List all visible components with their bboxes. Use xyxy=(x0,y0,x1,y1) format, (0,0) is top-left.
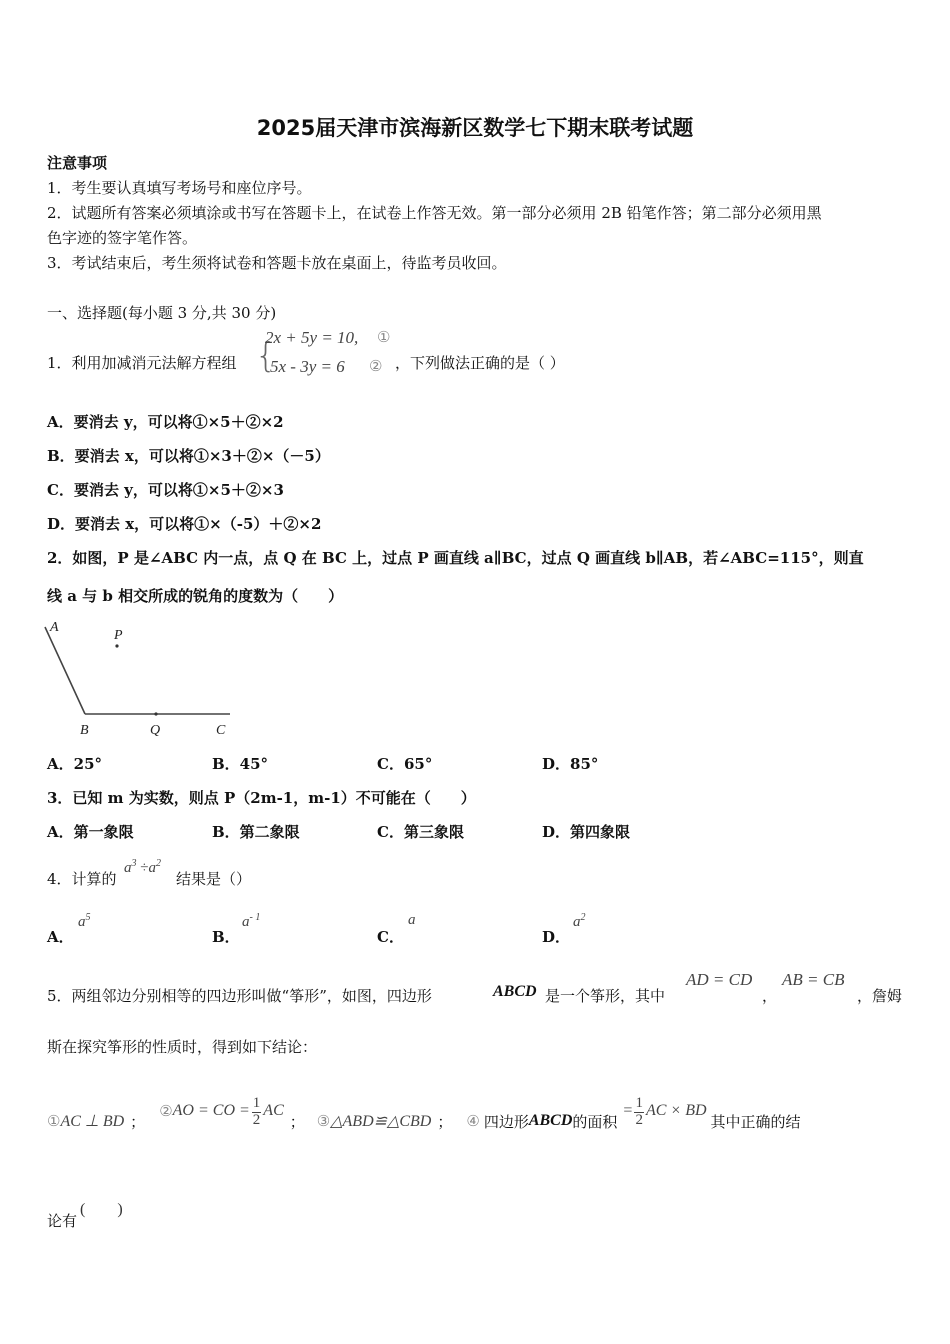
point-q xyxy=(154,712,157,715)
q5-line-1-end: ，詹姆 xyxy=(857,987,903,1005)
q1-stem: 1．利用加减消元法解方程组 xyxy=(47,354,237,372)
q4-option-d-label: D． xyxy=(542,928,571,946)
q4-option-c-base: a xyxy=(408,912,416,928)
q1-equation-1-mark: ① xyxy=(377,328,391,346)
q3-option-d: D．第四象限 xyxy=(542,823,631,841)
label-q: Q xyxy=(150,723,161,738)
q5-separator-1: ； xyxy=(130,1112,146,1131)
q2-line-2: 线 a 与 b 相交所成的锐角的度数为（ ） xyxy=(47,587,344,605)
label-a: A xyxy=(50,620,59,635)
q3-option-c: C．第三象限 xyxy=(377,823,464,841)
q5-conclusions xyxy=(47,1096,801,1146)
label-c: C xyxy=(216,723,226,738)
q5-conclusion-4-abcd: ABCD xyxy=(528,1112,573,1129)
point-p xyxy=(115,644,118,647)
q5-conclusion-2-fraction xyxy=(252,1096,262,1129)
ray-ba xyxy=(45,627,85,714)
q4-option-a-base: a xyxy=(78,914,86,930)
q5-conclusion-3-mark: ③ xyxy=(316,1112,331,1130)
q4-option-b-expr xyxy=(242,912,260,931)
q5-conclusion-4-expr: AC × BD xyxy=(645,1102,707,1119)
q5-conclusion-2-right: AC xyxy=(263,1102,284,1119)
notice-item-2-line-1: 2．试题所有答案必须填涂或书写在答题卡上，在试卷上作答无效。第一部分必须用 2B 铅笔作答；第二部分必须用黑 xyxy=(47,204,822,222)
q5-conclusion-4-equals: = xyxy=(623,1102,633,1119)
notice-heading: 注意事项 xyxy=(47,154,108,172)
q1-option-c: C．要消去 y，可以将①×5＋②×3 xyxy=(47,481,284,499)
q1-equation-2: 5x - 3y = 6 xyxy=(270,357,345,376)
q5-conclusion-1: AC ⊥ BD xyxy=(60,1113,125,1130)
q2-option-b: B．45° xyxy=(212,755,269,773)
q3-stem: 3．已知 m 为实数，则点 P（2m-1，m-1）不可能在（ ） xyxy=(47,789,476,807)
q4-option-b-label: B． xyxy=(212,928,240,946)
q4-option-d-exp: 2 xyxy=(580,912,586,923)
q5-c4-numerator: 1 xyxy=(635,1095,643,1111)
label-p: P xyxy=(114,628,123,643)
q5-separator-3: ； xyxy=(437,1112,453,1131)
q5-c2-numerator: 1 xyxy=(252,1095,261,1111)
q4-base-1: a xyxy=(124,860,132,876)
q5-conclusion-4-text: 四边形 xyxy=(483,1112,529,1131)
q5-conclusion-4-text-2: 的面积 xyxy=(572,1112,618,1131)
q1-option-d: D．要消去 x，可以将①×（-5）＋②×2 xyxy=(47,515,322,533)
q4-option-d-expr xyxy=(573,912,586,931)
section-heading: 一、选择题(每小题 3 分,共 30 分) xyxy=(47,304,277,322)
q2-option-c: C．65° xyxy=(377,755,433,773)
q1-option-b: B．要消去 x，可以将①×3＋②×（－5） xyxy=(47,447,330,465)
label-b: B xyxy=(80,723,89,738)
q4-exp-2: 2 xyxy=(155,858,161,869)
q5-c4-denominator: 2 xyxy=(635,1111,643,1128)
notice-item-1: 1．考生要认真填写考场号和座位序号。 xyxy=(47,179,312,197)
q5-abcd: ABCD xyxy=(493,983,537,1000)
q4-expression xyxy=(124,858,161,877)
q1-equation-1: 2x + 5y = 10, xyxy=(265,328,359,347)
q4-option-d-base: a xyxy=(573,914,581,930)
q4-option-c-label: C． xyxy=(377,928,404,946)
q3-option-b: B．第二象限 xyxy=(212,823,300,841)
q3-option-a: A．第一象限 xyxy=(47,823,134,841)
q1-stem-tail: ，下列做法正确的是（ ） xyxy=(395,354,565,372)
q4-option-b-exp: - 1 xyxy=(249,912,261,923)
q5-line-1-mid: 是一个筝形，其中 xyxy=(545,987,666,1005)
q5-answer-paren: ( ) xyxy=(80,1201,123,1218)
q5-separator-2: ； xyxy=(289,1112,305,1131)
q5-conclusion-4-fraction xyxy=(634,1096,644,1129)
q5-condition-ad-cd: AD = CD xyxy=(686,970,753,989)
q2-figure xyxy=(40,615,240,745)
q1-equation-2-mark: ② xyxy=(369,357,383,375)
q5-conclusion-tail: 其中正确的结 xyxy=(710,1112,801,1131)
q5-line-1-start: 5．两组邻边分别相等的四边形叫做“筝形”，如图，四边形 xyxy=(47,987,432,1005)
q1-option-a: A．要消去 y，可以将①×5＋②×2 xyxy=(47,413,284,431)
q5-line-4: 论有 xyxy=(47,1212,78,1230)
q4-base-2: a xyxy=(148,860,156,876)
q4-stem-tail: 结果是（） xyxy=(176,870,252,888)
q5-conclusion-3: △ABD≌△CBD xyxy=(330,1113,432,1130)
page-title: 2025届天津市滨海新区数学七下期末联考试题 xyxy=(256,116,694,140)
q5-conclusion-2-mark: ② xyxy=(159,1102,173,1120)
q5-comma: ， xyxy=(762,987,778,1005)
q5-condition-ab-cb: AB = CB xyxy=(782,970,845,989)
q4-option-a-expr xyxy=(78,912,91,931)
q5-conclusion-4-mark: ④ xyxy=(466,1112,480,1130)
q4-stem: 4．计算的 xyxy=(47,870,117,888)
q4-exp-1: 3 xyxy=(131,858,137,869)
q2-line-1: 2．如图，P 是∠ABC 内一点，点 Q 在 BC 上，过点 P 画直线 a∥BC，过点 Q 画直线 b∥AB，若∠ABC=115°，则直 xyxy=(47,549,864,567)
q5-line-2: 斯在探究筝形的性质时，得到如下结论： xyxy=(47,1038,318,1056)
q5-conclusion-1-mark: ① xyxy=(47,1112,61,1130)
q4-option-b-base: a xyxy=(242,914,250,930)
q5-conclusion-2-left: AO = CO = xyxy=(172,1102,250,1119)
q2-option-d: D．85° xyxy=(542,755,599,773)
q4-option-a-exp: 5 xyxy=(85,912,91,923)
q5-c2-denominator: 2 xyxy=(252,1111,261,1128)
q2-option-a: A．25° xyxy=(47,755,103,773)
notice-item-3: 3．考试结束后，考生须将试卷和答题卡放在桌面上，待监考员收回。 xyxy=(47,254,507,272)
q4-operator: ÷ xyxy=(140,860,149,876)
q1-brace: { xyxy=(255,336,277,376)
q4-option-a-label: A． xyxy=(47,928,74,946)
notice-item-2-line-2: 色字迹的签字笔作答。 xyxy=(47,229,198,247)
q4-option-c-expr xyxy=(408,912,416,929)
